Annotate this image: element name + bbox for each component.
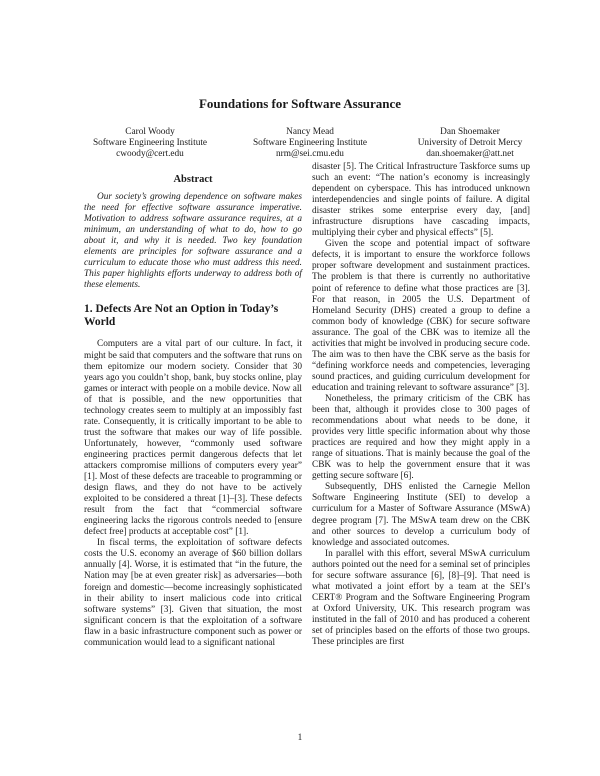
abstract-heading: Abstract bbox=[173, 174, 213, 185]
section-heading: 1. Defects Are Not an Option in Today’s World bbox=[84, 303, 279, 329]
author-affiliation: University of Detroit Mercy bbox=[417, 138, 523, 148]
author-affiliation: Software Engineering Institute bbox=[92, 138, 208, 148]
author-name: Nancy Mead bbox=[286, 127, 334, 137]
author-name: Dan Shoemaker bbox=[440, 127, 500, 137]
paper-title: Foundations for Software Assurance bbox=[198, 96, 402, 111]
author-email: cwoody@cert.edu bbox=[116, 149, 184, 159]
page-number: 1 bbox=[297, 733, 303, 743]
right-column bbox=[312, 162, 530, 648]
paragraph: In parallel with this effort, several MSwA curriculum authors pointed out the need for a seminal set of principles for secure software assurance [6], [8]–[9]. That need is what motivated a joint effort by a team at the SEI’s CERT® Program and the Software Engineering Program at Oxford University, UK. This research program was instituted in the fall of 2010 and has produced a coherent set of principles based on the efforts of those two groups. These principles are first bbox=[312, 548, 530, 648]
author-block bbox=[70, 127, 550, 160]
abstract-text: Our society’s growing dependence on software makes the need for effective software assurance imperative. Motivation to address software assurance requires, at a minimum, an understanding of what to do, how to go about it, and why it is needed. Two key foundation elements are principles for software assurance and a curriculum to educate those who must address this need. This paper highlights efforts underway to address both of these elements. bbox=[84, 192, 302, 291]
paragraph: Nonetheless, the primary criticism of the CBK has been that, although it provides close to 300 pages of recommendations about what needs to be done, it provides very little specific information about why those practices are required and how they might apply in a range of situations. That is mainly because the goal of the CBK was to help the government ensure that it was getting secure software [6]. bbox=[312, 393, 530, 482]
paragraph: Subsequently, DHS enlisted the Carnegie Mellon Software Engineering Institute (SEI) to develop a curriculum for a Master of Software Assurance (MSwA) degree program [7]. The MSwA team drew on the CBK and other sources to develop a curriculum body of knowledge and associated outcomes. bbox=[312, 482, 530, 548]
author-email: dan.shoemaker@att.net bbox=[426, 149, 514, 159]
author-affiliation: Software Engineering Institute bbox=[252, 138, 368, 148]
author-name: Carol Woody bbox=[125, 127, 175, 137]
author-1 bbox=[70, 127, 230, 160]
author-3 bbox=[390, 127, 550, 160]
paragraph: Computers are a vital part of our culture. In fact, it might be said that computers and the software that runs on them epitomize our modern society. Consider that 30 years ago you couldn’t shop, bank, buy stocks online, play games or interact with people on a mobile device. Now all of that is possible, and the new opportunities that technology creates seem to multiply at an impossibly fast rate. Consequently, it is critically important to be able to trust the software that makes our way of life possible. Unfortunately, however, “commonly used software engineering practices permit dangerous defects that let attackers compromise millions of computers every year” [1]. Most of these defects are traceable to programming or design flaws, and they do not have to be actively exploited to be considered a threat [1]–[3]. These defects result from the fact that “commercial software engineering lacks the rigorous controls needed to [ensure defect free] products at acceptable cost” [1]. bbox=[84, 339, 302, 538]
left-column bbox=[84, 174, 302, 649]
author-email: nrm@sei.cmu.edu bbox=[276, 149, 344, 159]
paragraph: Given the scope and potential impact of software defects, it is important to ensure the workforce follows proper software development and sustainment practices. The problem is that there is currently no authoritative point of reference to define what those practices are [3]. For that reason, in 2005 the U.S. Department of Homeland Security (DHS) created a group to define a common body of knowledge (CBK) for secure software assurance. The goal of the CBK was to itemize all the activities that might be involved in producing secure code. The aim was to then have the CBK serve as the basis for “defining workforce needs and competencies, leveraging sound practices, and guiding curriculum development for education and training relevant to software assurance” [3]. bbox=[312, 239, 530, 393]
paragraph: In fiscal terms, the exploitation of software defects costs the U.S. economy an average of $60 billion dollars annually [4]. Worse, it is estimated that “in the future, the Nation may [be at even greater risk] as adversaries—both foreign and domestic—become increasingly sophisticated in their ability to insert malicious code into critical software systems” [3]. Given that situation, the most significant concern is that the exploitation of a software flaw in a basic infrastructure component such as power or communication would lead to a significant national bbox=[84, 538, 302, 648]
author-2 bbox=[230, 127, 390, 160]
paragraph: disaster [5]. The Critical Infrastructure Taskforce sums up such an event: “The nation’s economy is increasingly dependent on cyberspace. This has introduced unknown interdependencies and single points of failure. A digital disaster strikes some enterprise every day, [and] infrastructure disruptions have cascading impacts, multiplying their cyber and physical effects” [5]. bbox=[312, 162, 530, 239]
